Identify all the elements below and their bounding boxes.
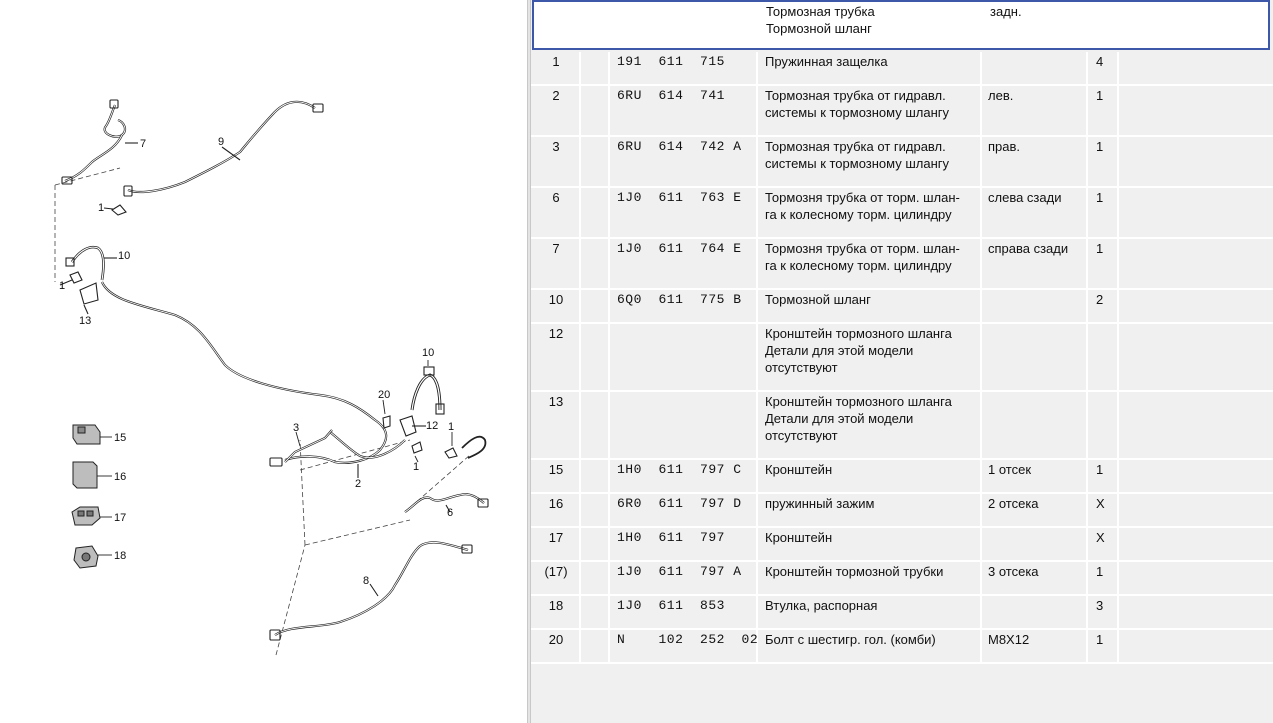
position-text: 13 xyxy=(548,394,564,409)
position-text: 15 xyxy=(548,462,564,477)
part-number-cell xyxy=(610,86,758,135)
part-number-text: 191 611 715 xyxy=(617,54,725,69)
position-cell xyxy=(531,562,581,594)
group-remark: задн. xyxy=(990,4,1022,19)
part-number-text: 1J0 611 853 xyxy=(617,598,725,613)
part-number-text: 6RU 614 742 A xyxy=(617,139,742,154)
position-cell xyxy=(531,52,581,84)
quantity-text: 1 xyxy=(1096,564,1104,579)
selected-group-header[interactable] xyxy=(532,0,1270,50)
remark-text: M8X12 xyxy=(988,632,1030,647)
table-row[interactable] xyxy=(531,239,1273,290)
callout-16: 16 xyxy=(114,471,127,483)
brake-line-drawing xyxy=(0,0,527,723)
position-cell xyxy=(531,290,581,322)
table-row[interactable] xyxy=(531,596,1273,630)
remark-cell xyxy=(982,290,1088,322)
quantity-text: 4 xyxy=(1096,54,1104,69)
blank-cell xyxy=(581,324,610,390)
callout-12: 12 xyxy=(426,420,439,432)
quantity-text: 3 xyxy=(1096,598,1104,613)
position-text: 17 xyxy=(548,530,564,545)
part-name-cell xyxy=(758,596,982,628)
quantity-cell xyxy=(1088,52,1119,84)
part-name-cell xyxy=(758,528,982,560)
callout-3: 3 xyxy=(293,422,300,434)
info-cell xyxy=(1119,562,1273,594)
position-cell xyxy=(531,494,581,526)
quantity-text: X xyxy=(1096,496,1105,511)
table-row[interactable] xyxy=(531,528,1273,562)
exploded-parts-diagram xyxy=(0,0,527,723)
callout-1: 1 xyxy=(448,421,455,433)
part-number-text: N 102 252 02 xyxy=(617,632,759,647)
part-number-cell xyxy=(610,290,758,322)
remark-text: прав. xyxy=(988,139,1021,154)
part-name-cell xyxy=(758,562,982,594)
table-row[interactable] xyxy=(531,290,1273,324)
part-number-text: 1J0 611 797 A xyxy=(617,564,742,579)
remark-cell xyxy=(982,324,1088,390)
part-name-cell xyxy=(758,52,982,84)
blank-cell xyxy=(581,239,610,288)
info-cell xyxy=(1119,86,1273,135)
part-number-cell xyxy=(610,596,758,628)
part-name-text: Тормозной шланг xyxy=(765,292,871,307)
part-name-text: Тормозня трубка от торм. шлан- га к колесному торм. цилиндру xyxy=(765,241,960,273)
part-number-text: 1H0 611 797 C xyxy=(617,462,742,477)
callout-6: 6 xyxy=(447,507,454,519)
blank-cell xyxy=(581,137,610,186)
callout-7: 7 xyxy=(140,138,147,150)
remark-text: лев. xyxy=(988,88,1014,103)
quantity-cell xyxy=(1088,460,1119,492)
table-row[interactable] xyxy=(531,86,1273,137)
info-cell xyxy=(1119,290,1273,322)
position-cell xyxy=(531,630,581,662)
part-name-text: Кронштейн тормозного шланга Детали для этой модели отсутствуют xyxy=(765,394,952,443)
quantity-text: 2 xyxy=(1096,292,1104,307)
part-number-cell xyxy=(610,137,758,186)
position-cell xyxy=(531,528,581,560)
quantity-text: 1 xyxy=(1096,139,1104,154)
quantity-cell xyxy=(1088,392,1119,458)
info-cell xyxy=(1119,52,1273,84)
remark-cell xyxy=(982,596,1088,628)
remark-cell xyxy=(982,52,1088,84)
part-name-text: Кронштейн тормозной трубки xyxy=(765,564,944,579)
remark-cell xyxy=(982,630,1088,662)
part-number-cell xyxy=(610,528,758,560)
part-name-cell xyxy=(758,290,982,322)
part-number-cell xyxy=(610,562,758,594)
info-cell xyxy=(1119,528,1273,560)
quantity-text: 1 xyxy=(1096,462,1104,477)
callout-18: 18 xyxy=(114,550,127,562)
table-row[interactable] xyxy=(531,562,1273,596)
part-name-cell xyxy=(758,86,982,135)
part-name-cell xyxy=(758,324,982,390)
part-name-text: Кронштейн тормозного шланга Детали для этой модели отсутствуют xyxy=(765,326,952,375)
quantity-cell xyxy=(1088,290,1119,322)
position-text: 2 xyxy=(552,88,560,103)
remark-cell xyxy=(982,188,1088,237)
info-cell xyxy=(1119,137,1273,186)
part-number-text: 6R0 611 797 D xyxy=(617,496,742,511)
part-name-cell xyxy=(758,239,982,288)
table-row[interactable] xyxy=(531,52,1273,86)
blank-cell xyxy=(581,52,610,84)
position-text: 3 xyxy=(552,139,560,154)
table-row[interactable] xyxy=(531,460,1273,494)
blank-cell xyxy=(581,188,610,237)
part-name-text: Кронштейн xyxy=(765,530,833,545)
position-text: 12 xyxy=(548,326,564,341)
quantity-cell xyxy=(1088,239,1119,288)
info-cell xyxy=(1119,239,1273,288)
quantity-text: 1 xyxy=(1096,241,1104,256)
part-name-text: Тормозная трубка от гидравл. системы к тормозному шлангу xyxy=(765,88,950,120)
part-number-text: 6RU 614 741 xyxy=(617,88,725,103)
quantity-text: 1 xyxy=(1096,88,1104,103)
remark-cell xyxy=(982,528,1088,560)
position-text: 6 xyxy=(552,190,560,205)
info-cell xyxy=(1119,188,1273,237)
info-cell xyxy=(1119,596,1273,628)
part-name-cell xyxy=(758,188,982,237)
part-number-cell xyxy=(610,324,758,390)
quantity-cell xyxy=(1088,324,1119,390)
blank-cell xyxy=(581,562,610,594)
part-name-cell xyxy=(758,137,982,186)
part-name-text: Тормозня трубка от торм. шлан- га к колесному торм. цилиндру xyxy=(765,190,960,222)
part-number-cell xyxy=(610,239,758,288)
position-text: 18 xyxy=(548,598,564,613)
position-cell xyxy=(531,239,581,288)
part-name-text: Тормозная трубка от гидравл. системы к тормозному шлангу xyxy=(765,139,950,171)
part-name-text: Пружинная защелка xyxy=(765,54,888,69)
blank-cell xyxy=(581,630,610,662)
position-cell xyxy=(531,460,581,492)
quantity-cell xyxy=(1088,528,1119,560)
position-text: 7 xyxy=(552,241,560,256)
callout-8: 8 xyxy=(363,575,370,587)
remark-cell xyxy=(982,392,1088,458)
parts-table xyxy=(531,0,1273,723)
position-text: 1 xyxy=(552,54,560,69)
quantity-cell xyxy=(1088,494,1119,526)
position-text: (17) xyxy=(544,564,568,579)
remark-text: слева сзади xyxy=(988,190,1062,205)
quantity-cell xyxy=(1088,188,1119,237)
callout-15: 15 xyxy=(114,432,127,444)
position-text: 20 xyxy=(548,632,564,647)
position-cell xyxy=(531,86,581,135)
part-name-text: Кронштейн xyxy=(765,462,833,477)
position-text: 16 xyxy=(548,496,564,511)
info-cell xyxy=(1119,392,1273,458)
callout-17: 17 xyxy=(114,512,127,524)
table-row[interactable] xyxy=(531,188,1273,239)
callout-20: 20 xyxy=(378,389,391,401)
part-number-text: 1J0 611 764 E xyxy=(617,241,742,256)
part-number-cell xyxy=(610,460,758,492)
quantity-text: 1 xyxy=(1096,190,1104,205)
remark-cell xyxy=(982,239,1088,288)
remark-text: 3 отсека xyxy=(988,564,1039,579)
callout-13: 13 xyxy=(79,315,92,327)
table-row[interactable] xyxy=(531,137,1273,188)
remark-cell xyxy=(982,460,1088,492)
quantity-cell xyxy=(1088,630,1119,662)
blank-cell xyxy=(581,596,610,628)
blank-cell xyxy=(581,392,610,458)
position-cell xyxy=(531,137,581,186)
part-number-text: 6Q0 611 775 B xyxy=(617,292,742,307)
remark-cell xyxy=(982,137,1088,186)
position-cell xyxy=(531,392,581,458)
callout-1: 1 xyxy=(413,461,420,473)
info-cell xyxy=(1119,630,1273,662)
part-name-cell xyxy=(758,494,982,526)
part-name-text: пружинный зажим xyxy=(765,496,875,511)
position-text: 10 xyxy=(548,292,564,307)
quantity-cell xyxy=(1088,86,1119,135)
quantity-text: X xyxy=(1096,530,1105,545)
table-row[interactable] xyxy=(531,494,1273,528)
part-number-text: 1J0 611 763 E xyxy=(617,190,742,205)
position-cell xyxy=(531,596,581,628)
remark-cell xyxy=(982,494,1088,526)
remark-text: справа сзади xyxy=(988,241,1069,256)
callout-10: 10 xyxy=(118,250,131,262)
part-name-cell xyxy=(758,630,982,662)
callout-1: 1 xyxy=(98,202,105,214)
info-cell xyxy=(1119,324,1273,390)
info-cell xyxy=(1119,460,1273,492)
table-row[interactable] xyxy=(531,630,1273,664)
part-name-cell xyxy=(758,460,982,492)
position-cell xyxy=(531,324,581,390)
quantity-text: 1 xyxy=(1096,632,1104,647)
table-row[interactable] xyxy=(531,392,1273,460)
part-name-text: Втулка, распорная xyxy=(765,598,878,613)
group-name: Тормозная трубка Тормозной шланг xyxy=(766,4,875,36)
blank-cell xyxy=(581,528,610,560)
quantity-cell xyxy=(1088,137,1119,186)
remark-text: 1 отсек xyxy=(988,462,1032,477)
info-cell xyxy=(1119,494,1273,526)
quantity-cell xyxy=(1088,562,1119,594)
remark-cell xyxy=(982,86,1088,135)
table-row[interactable] xyxy=(531,324,1273,392)
callout-9: 9 xyxy=(218,136,225,148)
part-number-cell xyxy=(610,494,758,526)
callout-1: 1 xyxy=(59,280,66,292)
blank-cell xyxy=(581,290,610,322)
part-number-cell xyxy=(610,188,758,237)
callout-2: 2 xyxy=(355,478,362,490)
blank-cell xyxy=(581,460,610,492)
part-number-cell xyxy=(610,52,758,84)
part-number-cell xyxy=(610,392,758,458)
blank-cell xyxy=(581,86,610,135)
part-number-text: 1H0 611 797 xyxy=(617,530,725,545)
remark-text: 2 отсека xyxy=(988,496,1039,511)
part-name-text: Болт с шестигр. гол. (комби) xyxy=(765,632,936,647)
callout-10: 10 xyxy=(422,347,435,359)
part-name-cell xyxy=(758,392,982,458)
part-number-cell xyxy=(610,630,758,662)
remark-cell xyxy=(982,562,1088,594)
position-cell xyxy=(531,188,581,237)
quantity-cell xyxy=(1088,596,1119,628)
blank-cell xyxy=(581,494,610,526)
